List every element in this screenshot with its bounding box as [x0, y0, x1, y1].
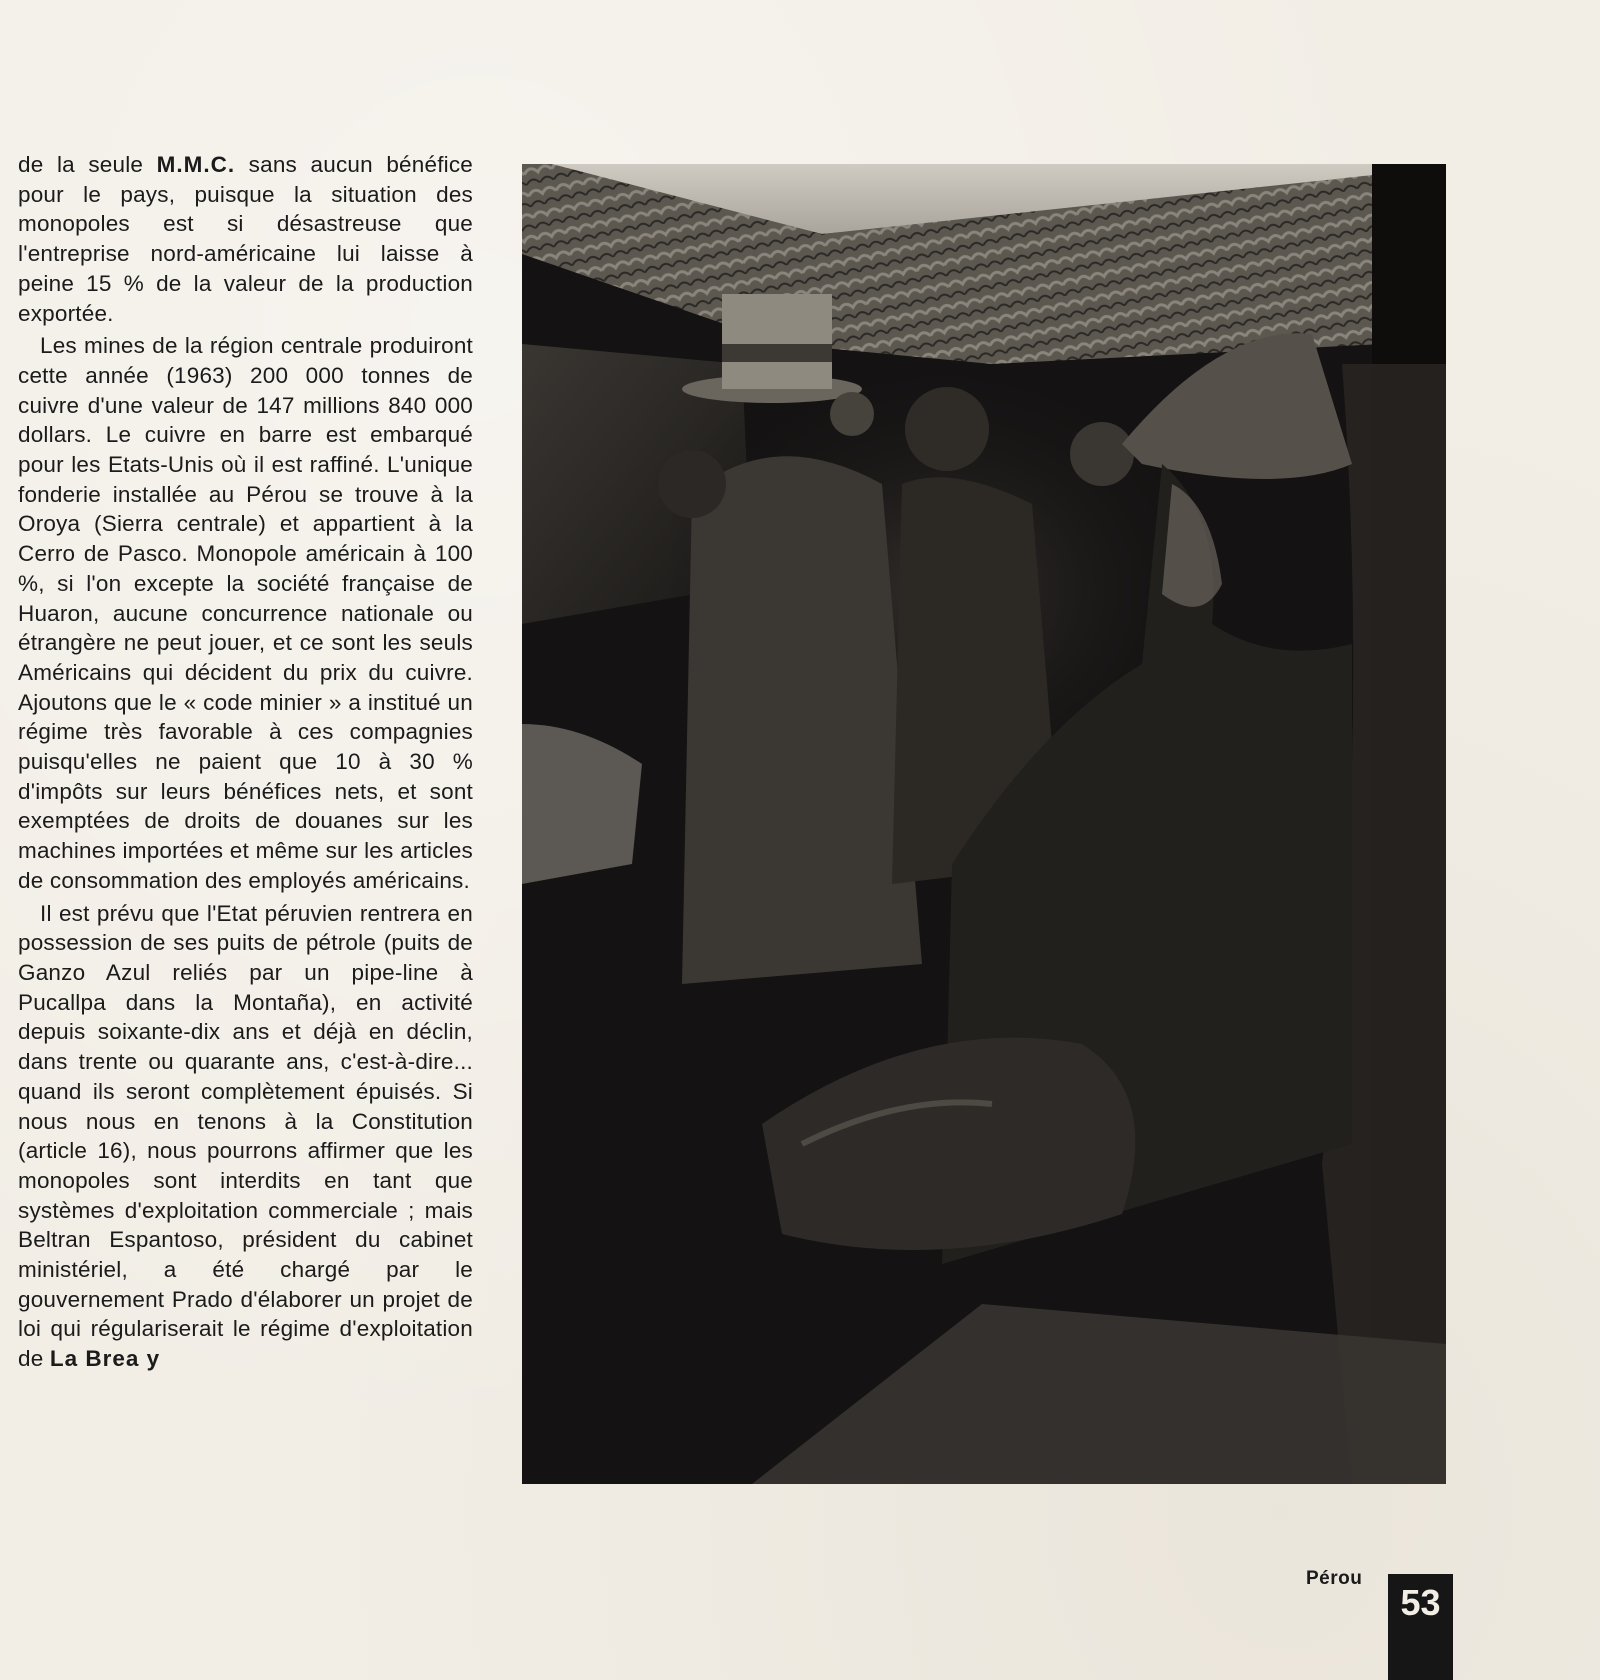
- company-name-la-brea: La Brea y: [49, 1346, 161, 1372]
- company-name-mmc: M.M.C.: [156, 152, 236, 177]
- paragraph-1-rest: sans aucun bénéfice pour le pays, puisque la situation des monopoles est si désastreuse que l'entreprise nord-américaine lui laisse à peine 15 % de la valeur de la production exportée.: [18, 152, 474, 326]
- paragraph-1-start: de la seule: [18, 152, 157, 177]
- article-paragraph-3: [18, 899, 473, 1374]
- article-paragraph-2: Les mines de la région centrale produiront cette année (1963) 200 000 tonnes de cuivre d'une valeur de 147 millions 840 000 dollars. Le cuivre en barre est embarqué pour les Etats-Unis où il est raffiné. L'unique fonderie installée au Pérou se trouve à la Oroya (Sierra centrale) et appartient à la Cerro de Pasco. Monopole américain à 100 %, si l'on excepte la société française de Huaron, aucune concurrence nationale ou étrangère ne peut jouer, et ce sont les seuls Américains qui décident du prix du cuivre. Ajoutons que le « code minier » a institué un régime très favorable à ces compagnies puisqu'elles ne paient que 10 à 30 % d'impôts sur leurs bénéfices nets, et sont exemptées de droits de douanes sur les machines importées et même sur les articles de consommation des employés américains.: [18, 333, 473, 893]
- article-paragraph-1: [18, 150, 473, 328]
- article-text-column: [18, 150, 473, 1374]
- page-number: 53: [1388, 1574, 1453, 1680]
- photograph-image: [522, 164, 1446, 1484]
- photograph: [522, 164, 1446, 1484]
- paragraph-3-text: Il est prévu que l'Etat péruvien rentrera en possession de ses puits de pétrole (puits de Ganzo Azul reliés par un pipe-line à Pucallpa dans la Montaña), en activité depuis soixante-dix ans et déjà en déclin, dans trente ou quarante ans, c'est-à-dire... quand ils seront complètement épuisés. Si nous nous en tenons à la Constitution (article 16), nous pourrons affirmer que les monopoles sont interdits en tant que systèmes d'exploitation commerciale ; mais Beltran Espantoso, président du cabinet ministériel, a été chargé par le gouvernement Prado d'élaborer un projet de loi qui régulariserait le régime d'exploitation de: [18, 900, 473, 1372]
- section-label: Pérou: [1306, 1568, 1363, 1589]
